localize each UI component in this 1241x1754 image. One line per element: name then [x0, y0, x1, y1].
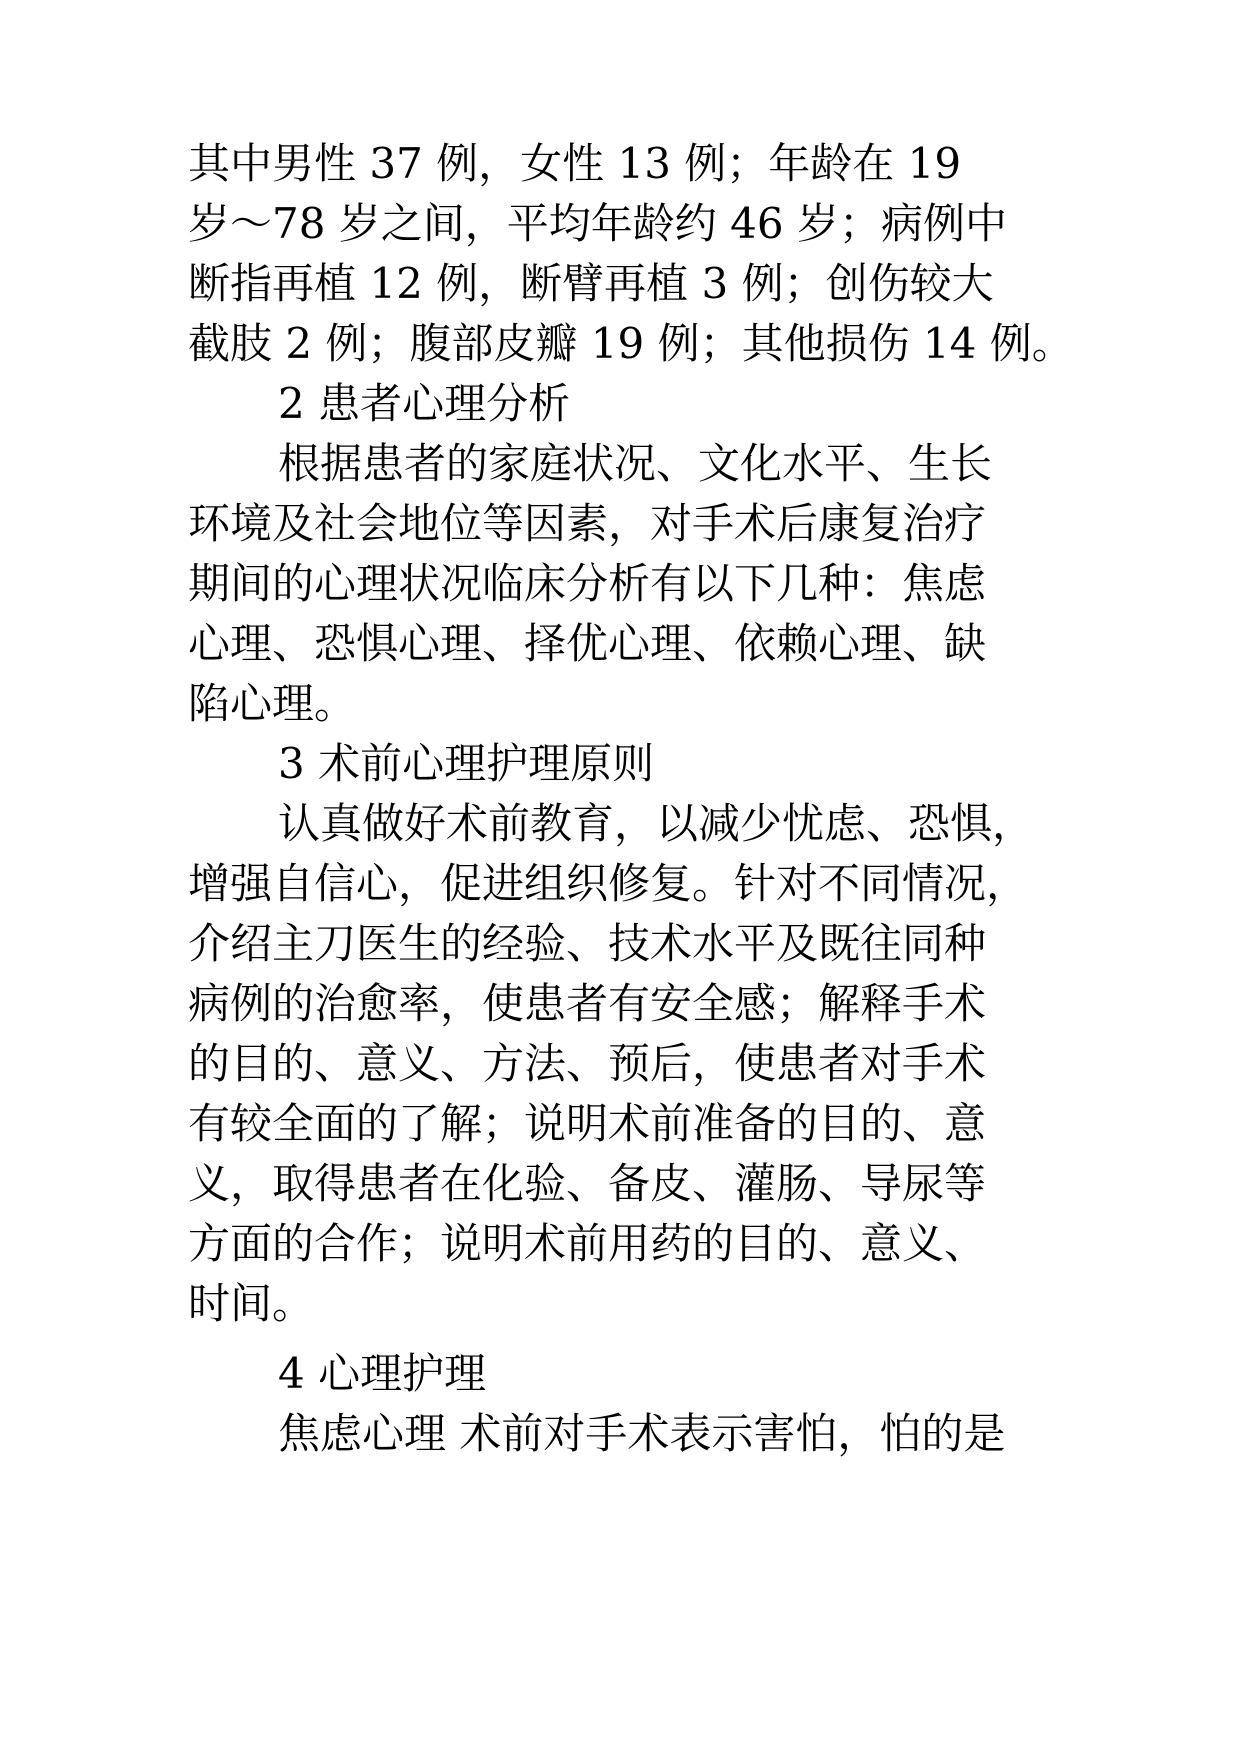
text-line: 方面的合作；说明术前用药的目的、意义、	[188, 1219, 987, 1268]
text-line: 心理、恐惧心理、择优心理、依赖心理、缺	[188, 619, 987, 668]
section-heading: 3 术前心理护理原则	[278, 739, 655, 788]
text-line: 岁～78 岁之间，平均年龄约 46 岁；病例中	[188, 199, 1007, 248]
section-heading: 4 心理护理	[278, 1349, 487, 1398]
text-line: 义，取得患者在化验、备皮、灌肠、导尿等	[188, 1159, 987, 1208]
text-line: 病例的治愈率，使患者有安全感；解释手术	[188, 979, 987, 1028]
text-line: 认真做好术前教育，以减少忧虑、恐惧，	[278, 799, 1035, 848]
text-line: 焦虑心理 术前对手术表示害怕，怕的是	[278, 1409, 1006, 1458]
text-line: 截肢 2 例；腹部皮瓣 19 例；其他损伤 14 例。	[188, 319, 1074, 368]
text-line: 陷心理。	[188, 679, 357, 728]
text-line: 时间。	[188, 1279, 315, 1328]
text-line: 根据患者的家庭状况、文化水平、生长	[278, 439, 993, 488]
text-line: 其中男性 37 例，女性 13 例；年龄在 19	[188, 139, 962, 188]
section-heading: 2 患者心理分析	[278, 379, 571, 428]
text-line: 增强自信心，促进组织修复。针对不同情况，	[188, 859, 1029, 908]
text-line: 的目的、意义、方法、预后，使患者对手术	[188, 1039, 987, 1088]
text-line: 介绍主刀医生的经验、技术水平及既往同种	[188, 919, 987, 968]
text-line: 环境及社会地位等因素，对手术后康复治疗	[188, 499, 987, 548]
text-line: 期间的心理状况临床分析有以下几种：焦虑	[188, 559, 987, 608]
text-line: 断指再植 12 例，断臂再植 3 例；创伤较大	[188, 259, 994, 308]
text-line: 有较全面的了解；说明术前准备的目的、意	[188, 1099, 987, 1148]
